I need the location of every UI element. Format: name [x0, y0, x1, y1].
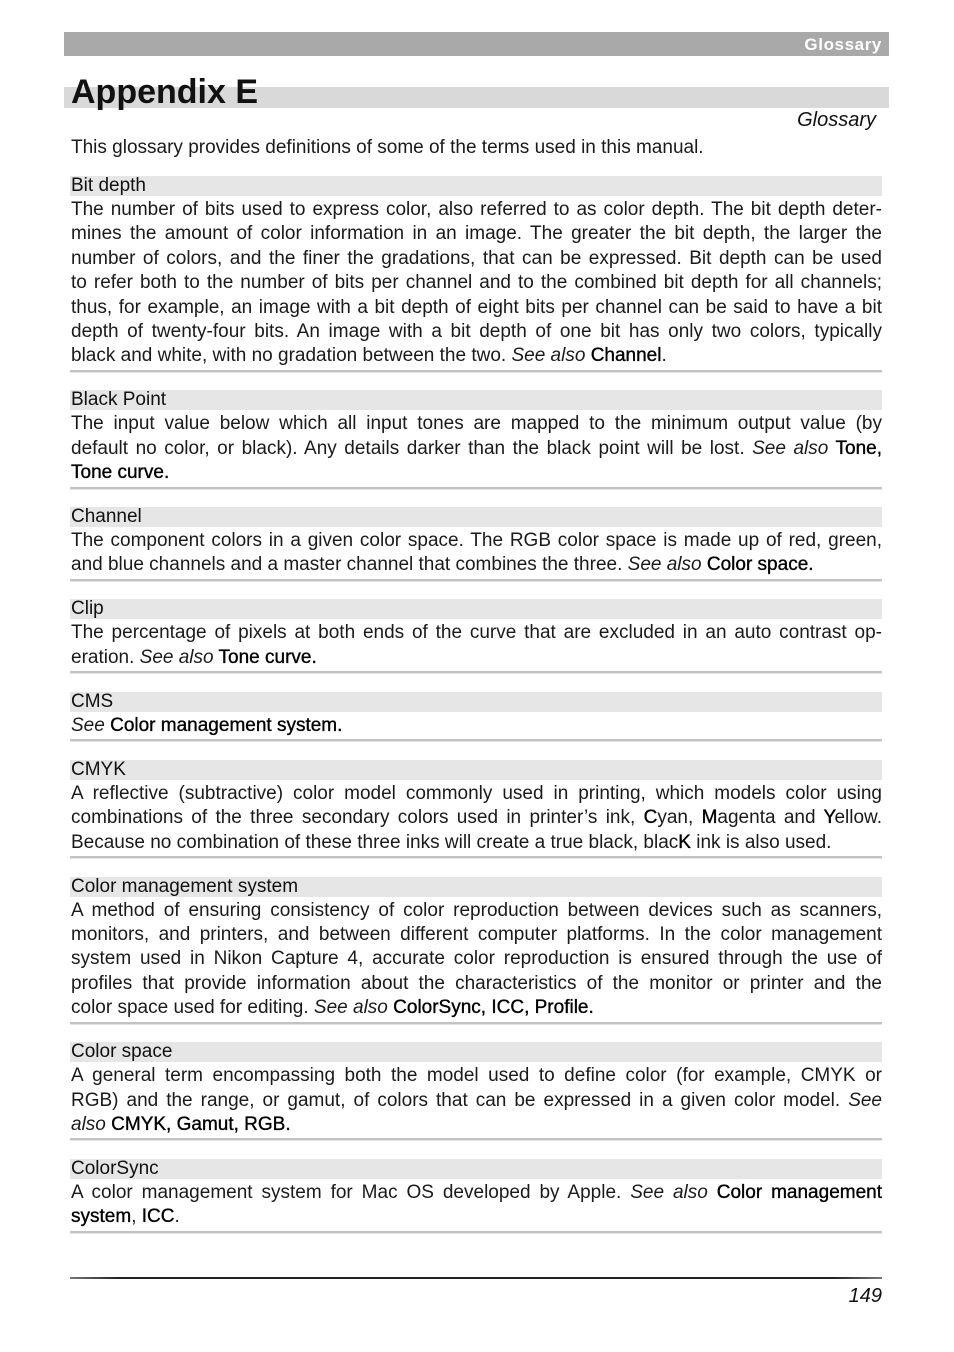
- definition-line: [70, 1181, 882, 1205]
- glossary-entries: [70, 176, 882, 1251]
- definition-text: black and white, with no gradation between the two.: [71, 345, 512, 367]
- entry-definition: [70, 529, 882, 578]
- definition-text: [828, 438, 835, 459]
- definition-text: Because no combination of these three inks will create a true black, blac: [71, 831, 679, 853]
- definition-text: number of colors, and the finer the gradations, that can be expressed. Bit depth can be used: [71, 247, 882, 269]
- definition-line: [70, 972, 882, 996]
- definition-line: [70, 1089, 882, 1113]
- definition-line: [70, 646, 882, 670]
- definition-text: depth of twenty-four bits. An image with a bit depth of one bit has only two colors, typically: [71, 320, 882, 342]
- entry-term: CMS: [70, 692, 882, 712]
- glossary-entry: [70, 1042, 882, 1141]
- definition-text: and blue channels and a master channel that combines the three.: [71, 554, 628, 576]
- cross-reference: Tone,: [835, 437, 882, 459]
- definition-text: A method of ensuring consistency of color reproduction between devices such as scanners,: [71, 899, 882, 921]
- definition-line: [70, 344, 882, 368]
- entry-term: CMYK: [70, 760, 882, 780]
- entry-definition: [70, 1064, 882, 1137]
- glossary-entry: [70, 176, 882, 373]
- definition-text: combinations of the three secondary colors used in printer’s ink,: [71, 807, 644, 829]
- definition-text: system used in Nikon Capture 4, accurate color reproduction is ensured through the use of: [71, 948, 882, 970]
- definition-text: eration.: [71, 646, 140, 668]
- definition-text: monitors, and printers, and between different computer platforms. In the color management: [71, 923, 882, 945]
- see-also-label: See: [71, 714, 105, 736]
- line-content: [71, 997, 594, 1018]
- see-also-label: See also: [313, 997, 388, 1019]
- definition-text: ellow.: [834, 807, 883, 829]
- line-content: [71, 807, 882, 828]
- definition-line: [70, 1113, 882, 1137]
- page-title: Appendix E: [71, 73, 259, 111]
- definition-line: [70, 782, 882, 806]
- entry-term: ColorSync: [70, 1159, 882, 1179]
- line-content: [71, 1182, 882, 1203]
- see-also-label: See also: [139, 646, 214, 668]
- line-content: [71, 973, 882, 994]
- page-number: 149: [848, 1285, 882, 1307]
- line-content: [71, 783, 882, 804]
- glossary-entry: [70, 877, 882, 1025]
- definition-text: The number of bits used to express color, also referred to as color depth. The bit depth deter-: [71, 199, 882, 220]
- line-content: [71, 1090, 882, 1111]
- line-content: [71, 345, 667, 366]
- entry-divider: [70, 856, 882, 859]
- entry-divider: [70, 579, 882, 582]
- cross-reference: CMYK, Gamut, RGB.: [111, 1113, 291, 1135]
- definition-text: The component colors in a given color space. The RGB color space is made up of red, green,: [71, 530, 882, 552]
- entry-divider: [70, 370, 882, 373]
- cross-reference: ICC: [141, 1206, 175, 1228]
- line-content: [71, 948, 882, 969]
- glossary-entry: [70, 692, 882, 742]
- definition-line: [70, 806, 882, 830]
- entry-term: Bit depth: [70, 176, 882, 196]
- line-content: [71, 832, 831, 853]
- entry-divider: [70, 739, 882, 742]
- definition-text: mines the amount of color information in an image. The greater the bit depth, the larger the: [71, 223, 882, 245]
- definition-line: [70, 714, 882, 738]
- definition-line: [70, 1064, 882, 1088]
- definition-line: [70, 222, 882, 246]
- emphasized-letter: Y: [823, 807, 835, 829]
- entry-definition: [70, 1181, 882, 1230]
- definition-text: A reflective (subtractive) color model commonly used in printing, which models color using: [71, 782, 882, 804]
- entry-divider: [70, 1138, 882, 1141]
- definition-text: yan,: [657, 807, 702, 829]
- entry-term: Color management system: [70, 877, 882, 897]
- definition-line: [70, 461, 882, 485]
- cross-reference: ColorSync, ICC, Profile.: [393, 997, 594, 1019]
- glossary-entry: [70, 760, 882, 859]
- line-content: [71, 715, 342, 736]
- line-content: [71, 900, 882, 921]
- entry-term: Color space: [70, 1042, 882, 1062]
- definition-line: [70, 412, 882, 436]
- definition-text: ink is also used.: [690, 831, 832, 853]
- running-header-bar: [64, 32, 889, 56]
- definition-line: [70, 996, 882, 1020]
- line-content: [71, 1206, 180, 1227]
- emphasized-letter: C: [643, 807, 658, 829]
- definition-line: [70, 198, 882, 222]
- definition-text: The percentage of pixels at both ends of the curve that are excluded in an auto contrast op-: [71, 622, 882, 644]
- page-subtitle: Glossary: [797, 109, 876, 131]
- definition-text: default no color, or black). Any details darker than the black point will be lost.: [71, 437, 753, 459]
- entry-definition: [70, 782, 882, 855]
- definition-text: profiles that provide information about the characteristics of the monitor or printer and the: [71, 972, 882, 994]
- intro-paragraph: This glossary provides definitions of some of the terms used in this manual.: [71, 137, 704, 158]
- line-content: [71, 462, 169, 483]
- line-content: [71, 647, 317, 668]
- glossary-entry: [70, 599, 882, 674]
- definition-text: A color management system for Mac OS developed by Apple.: [71, 1181, 631, 1203]
- line-content: [71, 1114, 291, 1135]
- definition-text: A general term encompassing both the model used to define color (for example, CMYK or: [71, 1065, 882, 1087]
- definition-text: .: [174, 1206, 180, 1228]
- see-also-label: See: [848, 1089, 882, 1111]
- definition-line: [70, 923, 882, 947]
- definition-line: [70, 529, 882, 553]
- definition-text: ,: [131, 1206, 142, 1228]
- line-content: [71, 272, 882, 293]
- entry-term: Black Point: [70, 390, 882, 410]
- cross-reference: Color management: [716, 1181, 882, 1203]
- entry-term: Clip: [70, 599, 882, 619]
- definition-text: agenta and: [717, 807, 824, 829]
- line-content: [71, 223, 882, 244]
- definition-line: [70, 831, 882, 855]
- see-also-label: See also: [511, 345, 586, 367]
- definition-text: .: [661, 345, 667, 367]
- definition-line: [70, 553, 882, 577]
- definition-line: [70, 1205, 882, 1229]
- cross-reference: Tone curve.: [218, 646, 317, 668]
- entry-definition: [70, 412, 882, 485]
- line-content: [71, 199, 882, 220]
- entry-divider: [70, 1231, 882, 1234]
- cross-reference: system: [71, 1206, 132, 1228]
- entry-definition: [70, 621, 882, 670]
- cross-reference: Color space.: [706, 554, 814, 576]
- cross-reference: Channel: [590, 345, 662, 367]
- line-content: [71, 321, 882, 342]
- glossary-entry: [70, 390, 882, 489]
- see-also-label: See also: [752, 437, 829, 459]
- definition-text: color space used for editing.: [71, 997, 314, 1019]
- see-also-label: also: [71, 1113, 106, 1135]
- running-header-label: Glossary: [804, 35, 882, 54]
- line-content: [71, 924, 882, 945]
- see-also-label: See also: [630, 1181, 708, 1203]
- emphasized-letter: K: [678, 831, 691, 853]
- line-content: [71, 554, 814, 575]
- line-content: [71, 297, 882, 318]
- definition-line: [70, 621, 882, 645]
- cross-reference: Color management system.: [110, 714, 343, 736]
- entry-divider: [70, 487, 882, 490]
- entry-divider: [70, 671, 882, 674]
- definition-line: [70, 947, 882, 971]
- definition-line: [70, 437, 882, 461]
- definition-text: thus, for example, an image with a bit depth of eight bits per channel can be said to have a bit: [71, 296, 882, 318]
- entry-definition: [70, 714, 882, 738]
- line-content: [71, 1065, 882, 1086]
- glossary-entry: [70, 507, 882, 582]
- glossary-entry: [70, 1159, 882, 1234]
- emphasized-letter: M: [701, 807, 718, 829]
- see-also-label: See also: [627, 554, 702, 576]
- definition-text: to refer both to the number of bits per channel and to the combined bit depth for all channels;: [71, 272, 882, 294]
- entry-divider: [70, 1022, 882, 1025]
- definition-line: [70, 899, 882, 923]
- definition-text: [708, 1182, 717, 1203]
- definition-line: [70, 296, 882, 320]
- entry-term: Channel: [70, 507, 882, 527]
- line-content: [71, 248, 882, 269]
- definition-line: [70, 271, 882, 295]
- cross-reference: Tone curve.: [71, 462, 170, 484]
- line-content: [71, 438, 882, 459]
- line-content: [71, 413, 882, 434]
- definition-line: [70, 320, 882, 344]
- line-content: [71, 530, 882, 551]
- entry-definition: [70, 198, 882, 369]
- definition-text: The input value below which all input tones are mapped to the minimum output value (by: [71, 413, 882, 435]
- line-content: [71, 622, 882, 643]
- definition-line: [70, 247, 882, 271]
- footer-divider: [70, 1277, 882, 1279]
- entry-definition: [70, 899, 882, 1021]
- definition-text: RGB) and the range, or gamut, of colors that can be expressed in a given color model.: [71, 1089, 849, 1111]
